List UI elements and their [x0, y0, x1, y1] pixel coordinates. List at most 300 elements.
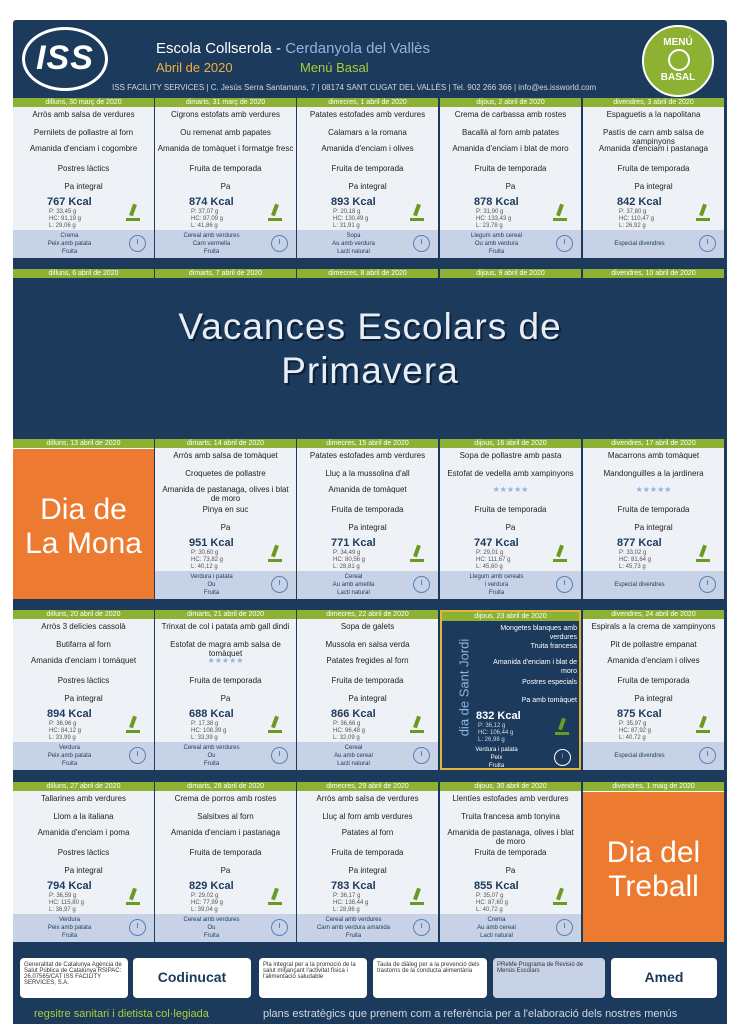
day-date: dijous, 23 abril de 2020 [442, 612, 579, 621]
vacances-line2: Primavera [281, 350, 459, 391]
dinner-line: Au amb verdura [332, 241, 375, 247]
dish-item: Amanida d'enciam i tomàquet [30, 656, 137, 665]
dish-item: Arròs amb salsa de verdures [32, 110, 135, 119]
clock-icon [554, 749, 571, 766]
day-date: dilluns, 6 abril de 2020 [13, 269, 154, 278]
dinner-line: Especial divendres [614, 241, 665, 247]
kcal-value: 894 Kcal [47, 708, 92, 720]
dish-item: Pastís de carn amb salsa de xampinyons [603, 128, 704, 146]
nutrient-l: L: 40,72 g [619, 735, 646, 741]
nutrient-l: L: 28,96 g [333, 907, 360, 913]
dinner-line: Lacti natural [337, 590, 370, 596]
dish-item: Fruita de temporada [617, 505, 690, 514]
nutrient-l: L: 33,99 g [49, 735, 76, 741]
kcal-value: 951 Kcal [189, 537, 234, 549]
dinner-line: Fruita [488, 763, 505, 769]
nutrient-l: L: 32,09 g [333, 735, 360, 741]
holiday-line2: La Mona [25, 527, 142, 560]
microscope-icon [409, 545, 425, 563]
day-date: divendres, 24 abril de 2020 [583, 610, 724, 619]
day-cell [297, 782, 438, 942]
nutrient-hc: HC: 91,19 g [49, 216, 82, 222]
day-cell [440, 439, 581, 599]
day-cell [583, 782, 724, 942]
nutrient-l: L: 40,12 g [191, 564, 218, 570]
dish-item: Pa integral [634, 182, 673, 191]
day-date: dilluns, 20 abril de 2020 [13, 610, 154, 619]
nutrient-hc: HC: 130,49 g [333, 216, 369, 222]
dish-item: Amanida d'enciam i blat de moro [493, 659, 577, 675]
dish-item: Amanida d'enciam i cogombre [29, 144, 138, 153]
dish-item: Espaguetis a la napolitana [606, 110, 701, 119]
dinner-line: Carn amb verdura amanida [316, 925, 391, 931]
kcal-value: 771 Kcal [331, 537, 376, 549]
kcal-value: 866 Kcal [331, 708, 376, 720]
dinner-line: Fruita [488, 249, 505, 255]
dinner-suggestion [440, 230, 581, 258]
day-cell [583, 439, 724, 599]
sant-jordi-label: dia de Sant Jordi [456, 638, 472, 737]
nutrient-hc: HC: 84,12 g [49, 728, 82, 734]
dinner-suggestion [583, 571, 724, 599]
day-date: dimecres, 1 abril de 2020 [297, 98, 438, 107]
clock-icon [699, 576, 716, 593]
kcal-value: 829 Kcal [189, 880, 234, 892]
nutrient-p: P: 33,02 g [619, 550, 647, 556]
dinner-suggestion [297, 571, 438, 599]
kcal-value: 783 Kcal [331, 880, 376, 892]
kcal-value: 767 Kcal [47, 196, 92, 208]
dish-item: Calamars a la romana [328, 128, 407, 137]
dish-item: Amanida d'enciam i poma [37, 828, 130, 837]
dish-item: Pernilets de pollastre al forn [33, 128, 134, 137]
dish-item: Pa [505, 182, 516, 191]
dinner-line: Au amb cereal [477, 925, 516, 931]
dinner-line: Au amb cereal [334, 753, 373, 759]
dinner-line: Verdura [58, 917, 80, 923]
seal-top-text: MENÚ [663, 37, 693, 48]
microscope-icon [552, 888, 568, 906]
kcal-value: 875 Kcal [617, 708, 662, 720]
dinner-suggestion [442, 744, 579, 770]
vacances-line1: Vacances Escolars de [178, 306, 562, 347]
dish-item: Fruita de temporada [474, 164, 547, 173]
dish-item: Mandonguilles a la jardinera [603, 469, 704, 478]
clock-icon [271, 576, 288, 593]
dish-item: Macarrons amb tomàquet [607, 451, 700, 460]
nutrient-p: P: 34,49 g [333, 550, 361, 556]
dinner-suggestion [297, 230, 438, 258]
dish-item: Truita francesa amb tonyina [461, 812, 560, 821]
nutrient-hc: HC: 81,64 g [619, 557, 652, 563]
dinner-line: Crema [60, 233, 79, 239]
dish-item: Fruita de temporada [189, 676, 262, 685]
dish-item: Pa amb tomàquet [521, 697, 577, 704]
dinner-line: Lacti natural [337, 761, 370, 767]
microscope-icon [125, 716, 141, 734]
day-cell [155, 98, 296, 258]
day-date: dilluns, 30 març de 2020 [13, 98, 154, 107]
dinner-line: Ou [207, 753, 216, 759]
nutrient-l: L: 33,39 g [191, 735, 218, 741]
dish-item: Pa [220, 523, 231, 532]
microscope-icon [409, 716, 425, 734]
nutrient-p: P: 29,02 g [191, 893, 219, 899]
dinner-suggestion [297, 914, 438, 942]
microscope-icon [125, 888, 141, 906]
nutrient-l: L: 28,81 g [333, 564, 360, 570]
dish-item: Amanida de pastanaga, olives i blat de moro [447, 828, 574, 846]
day-cell [155, 439, 296, 599]
day-date: dimecres, 15 abril de 2020 [297, 439, 438, 448]
dish-item: Amanida de tomàquet [328, 485, 407, 494]
dinner-line: Cereal amb verdures [325, 917, 382, 923]
dish-item: Amanida d'enciam i pastanaga [170, 828, 281, 837]
dinner-suggestion [297, 742, 438, 770]
dish-item: Pa integral [348, 866, 387, 875]
nutrient-p: P: 36,59 g [49, 893, 77, 899]
dish-item: Fruita de temporada [189, 848, 262, 857]
nutrient-hc: HC: 108,39 g [191, 728, 227, 734]
dinner-line: Fruita [61, 933, 78, 939]
dinner-line: Lacti natural [480, 933, 513, 939]
holiday-box [13, 449, 154, 599]
menu-basal-seal [642, 25, 714, 97]
dinner-line: Especial divendres [614, 582, 665, 588]
clock-icon [556, 576, 573, 593]
nutrient-hc: HC: 111,67 g [476, 557, 511, 563]
school-name [156, 40, 430, 57]
microscope-icon [125, 204, 141, 222]
nutrient-hc: HC: 96,48 g [333, 728, 366, 734]
nutrient-p: P: 31,90 g [476, 209, 504, 215]
clock-icon [129, 747, 146, 764]
dish-item: Pa integral [348, 694, 387, 703]
city-label: Cerdanyola del Vallès [285, 40, 431, 57]
day-cell [13, 610, 154, 770]
nutrient-hc: HC: 110,47 g [619, 216, 654, 222]
clock-icon [413, 747, 430, 764]
partner-logo [133, 958, 251, 998]
day-date: dilluns, 13 abril de 2020 [13, 439, 154, 448]
leaf-icon [668, 49, 690, 71]
clock-icon [413, 919, 430, 936]
dinner-line: Lacti natural [337, 249, 370, 255]
menu-month: Abril de 2020 [156, 60, 233, 75]
nutrient-l: L: 45,60 g [476, 564, 503, 570]
dish-item: Amanida d'enciam i blat de moro [452, 144, 569, 153]
dinner-suggestion [440, 571, 581, 599]
microscope-icon [695, 716, 711, 734]
day-date: dijous, 2 abril de 2020 [440, 98, 581, 107]
holiday-line1: Dia del [606, 836, 701, 869]
dish-item: Estofat de magra amb salsa de tomàquet [170, 640, 281, 658]
day-date: dimarts, 28 abril de 2020 [155, 782, 296, 791]
dinner-line: Fruita [61, 761, 78, 767]
day-cell [13, 98, 154, 258]
partner-logo-text: Generalitat de Catalunya Agència de Salut Pública de Catalunya RSIPAC: 26.07565/CAT ISS FACILITY SERVICES, S.A. [24, 962, 122, 986]
day-cell [297, 439, 438, 599]
nutrient-p: P: 17,38 g [191, 721, 219, 727]
day-cell [155, 610, 296, 770]
dish-item: Ou remenat amb papates [180, 128, 271, 137]
dinner-line: Peix [490, 755, 503, 761]
dish-item: Pa [220, 866, 231, 875]
kcal-value: 877 Kcal [617, 537, 662, 549]
dish-item: Espirals a la crema de xampinyons [591, 622, 716, 631]
dish-item: Pa [220, 182, 231, 191]
nutrient-p: P: 35,07 g [476, 893, 504, 899]
dish-item: Postres làctics [57, 848, 110, 857]
day-date: divendres, 3 abril de 2020 [583, 98, 724, 107]
dish-item: Patates estofades amb verdures [309, 110, 426, 119]
nutrient-hc: HC: 77,99 g [191, 900, 224, 906]
kcal-value: 855 Kcal [474, 880, 519, 892]
microscope-icon [267, 716, 283, 734]
dish-item: Patates fregides al forn [326, 656, 409, 665]
dish-item: Postres especials [522, 679, 577, 686]
day-cell [297, 610, 438, 770]
dish-item: Fruita de temporada [474, 848, 547, 857]
nutrient-p: P: 36,96 g [49, 721, 77, 727]
holiday-box [583, 792, 724, 942]
dinner-line: Verdura i patata [190, 574, 233, 580]
dish-item: Pa integral [634, 523, 673, 532]
dish-item: Postres làctics [57, 164, 110, 173]
partner-logo-text: Taula de diàleg per a la prevenció dels trastorns de la conducta alimentària [377, 962, 480, 974]
dinner-line: Cereal [344, 574, 363, 580]
dinner-suggestion [155, 914, 296, 942]
day-date: dimecres, 8 abril de 2020 [297, 269, 438, 278]
microscope-icon [267, 545, 283, 563]
dinner-line: Cereal amb verdures [183, 745, 240, 751]
dish-item: Postres làctics [57, 676, 110, 685]
day-date: divendres, 17 abril de 2020 [583, 439, 724, 448]
nutrient-p: P: 37,80 g [619, 209, 647, 215]
dish-item: Patates estofades amb verdures [309, 451, 426, 460]
dinner-line: Fruita [488, 590, 505, 596]
dish-item: Arròs amb salsa de tomàquet [173, 451, 278, 460]
day-cell [583, 98, 724, 258]
dinner-line: Cereal [344, 745, 363, 751]
kcal-value: 878 Kcal [474, 196, 519, 208]
nutrient-l: L: 45,73 g [619, 564, 646, 570]
holiday-line2: Treball [608, 870, 699, 903]
nutrient-l: L: 26,98 g [478, 737, 505, 743]
clock-icon [271, 235, 288, 252]
dish-item: Llentíes estofades amb verdures [452, 794, 569, 803]
dinner-line: Fruita [203, 249, 220, 255]
clock-icon [413, 576, 430, 593]
dish-item: Sopa de galets [340, 622, 395, 631]
dish-item: Pa [220, 694, 231, 703]
dinner-line: Cereal amb verdures [183, 917, 240, 923]
dinner-line: Peix amb patata [47, 241, 92, 247]
clock-icon [699, 235, 716, 252]
kcal-value: 688 Kcal [189, 708, 234, 720]
dinner-line: Ou amb verdura [474, 241, 519, 247]
microscope-icon [695, 204, 711, 222]
day-cell [583, 610, 724, 770]
dish-item: Fruita de temporada [189, 164, 262, 173]
day-date: dijous, 16 abril de 2020 [440, 439, 581, 448]
dinner-line: i verdura [484, 582, 509, 588]
nutrient-p: P: 20,18 g [333, 209, 361, 215]
clock-icon [556, 235, 573, 252]
nutrient-p: P: 37,07 g [191, 209, 219, 215]
partner-logo-text: Codinucat [157, 969, 227, 985]
partner-logo-text: Pla integral per a la promoció de la salut mitjançant l'activitat física i l'alimentació saludable [263, 962, 356, 980]
dish-item: Fruita de temporada [331, 848, 404, 857]
nutrient-hc: HC: 115,80 g [49, 900, 84, 906]
dish-item: Pa integral [64, 182, 103, 191]
partner-logo [493, 958, 605, 998]
nutrient-l: L: 41,86 g [191, 223, 218, 229]
nutrient-p: P: 36,66 g [333, 721, 361, 727]
dish-item: Lluç a la mussolina d'all [325, 469, 410, 478]
kcal-value: 794 Kcal [47, 880, 92, 892]
day-date: divendres, 1 maig de 2020 [583, 782, 724, 791]
day-cell [297, 98, 438, 258]
nutrient-p: P: 35,97 g [619, 721, 647, 727]
day-date: divendres, 10 abril de 2020 [583, 269, 724, 278]
dish-item: Fruita de temporada [331, 505, 404, 514]
footer-right-text: plans estratègics que prenem com a referència per a l'elaboració dels nostres menús [263, 1008, 678, 1020]
dinner-line: Peix amb patata [47, 753, 92, 759]
nutrient-p: P: 33,45 g [49, 209, 77, 215]
partner-logo [611, 958, 717, 998]
dinner-suggestion [440, 914, 581, 942]
dish-item: Pa integral [348, 523, 387, 532]
dinner-line: Crema [487, 917, 506, 923]
clock-icon [413, 235, 430, 252]
nutrient-l: L: 36,97 g [49, 907, 76, 913]
dinner-line: Sopa [346, 233, 361, 239]
dish-item: ★★★★★ [207, 656, 244, 665]
dinner-suggestion [13, 742, 154, 770]
kcal-value: 842 Kcal [617, 196, 662, 208]
dish-item: ★★★★★ [635, 485, 672, 494]
nutrient-l: L: 39,04 g [191, 907, 218, 913]
day-date: dijous, 30 abril de 2020 [440, 782, 581, 791]
dish-item: Crema de porros amb rostes [174, 794, 277, 803]
dish-item: Croquetes de pollastre [185, 469, 266, 478]
day-date: dilluns, 27 abril de 2020 [13, 782, 154, 791]
dinner-line: Cereal amb verdures [183, 233, 240, 239]
dinner-line: Fruita [203, 590, 220, 596]
microscope-icon [552, 204, 568, 222]
day-cell [155, 782, 296, 942]
day-cell [440, 98, 581, 258]
day-cell [440, 610, 581, 770]
dinner-line: Carn vermella [192, 241, 231, 247]
dish-item: Lluç al forn amb verdures [322, 812, 413, 821]
dish-item: Patates al forn [341, 828, 394, 837]
holiday-line1: Dia de [40, 493, 127, 526]
microscope-icon [267, 888, 283, 906]
dish-item: Fruita de temporada [474, 505, 547, 514]
microscope-icon [695, 545, 711, 563]
dish-item: ★★★★★ [492, 485, 529, 494]
dish-item: Amanida d'enciam i pastanaga [598, 144, 709, 153]
dish-item: Llom a la italiana [53, 812, 114, 821]
day-cell [440, 782, 581, 942]
nutrient-p: P: 36,17 g [333, 893, 361, 899]
dinner-suggestion [155, 571, 296, 599]
dinner-line: Fruita [345, 933, 362, 939]
dish-item: Estofat de vedella amb xampinyons [447, 469, 574, 478]
day-date: dimecres, 22 abril de 2020 [297, 610, 438, 619]
microscope-icon [552, 545, 568, 563]
menu-type: Menú Basal [300, 60, 369, 75]
dish-item: Crema de carbassa amb rostes [454, 110, 567, 119]
dinner-line: Fruita [203, 761, 220, 767]
kcal-value: 874 Kcal [189, 196, 234, 208]
dinner-suggestion [13, 914, 154, 942]
nutrient-p: P: 30,60 g [191, 550, 219, 556]
microscope-icon [267, 204, 283, 222]
kcal-value: 747 Kcal [474, 537, 519, 549]
clock-icon [129, 235, 146, 252]
partner-logo [373, 958, 487, 998]
dinner-suggestion [13, 230, 154, 258]
dinner-line: Especial divendres [614, 753, 665, 759]
nutrient-hc: HC: 106,44 g [478, 730, 514, 736]
dinner-line: Au amb ametlla [332, 582, 375, 588]
dish-item: Truita francesa [530, 643, 577, 650]
day-cell [13, 439, 154, 599]
microscope-icon [554, 718, 570, 736]
dinner-line: Verdura i patata [475, 747, 518, 753]
dinner-line: Fruita [203, 933, 220, 939]
day-date: dijous, 9 abril de 2020 [440, 269, 581, 278]
day-date: dimecres, 29 abril de 2020 [297, 782, 438, 791]
day-date: dimarts, 31 març de 2020 [155, 98, 296, 107]
dish-item: Fruita de temporada [617, 676, 690, 685]
clock-icon [271, 919, 288, 936]
clock-icon [271, 747, 288, 764]
dish-item: Pa integral [634, 694, 673, 703]
seal-bottom-text: BASAL [660, 72, 696, 83]
dish-item: Arròs 3 delícies cassolà [41, 622, 126, 631]
kcal-value: 893 Kcal [331, 196, 376, 208]
nutrient-l: L: 29,06 g [49, 223, 76, 229]
nutrient-hc: HC: 73,82 g [191, 557, 224, 563]
nutrient-hc: HC: 138,44 g [333, 900, 369, 906]
dish-item: Fruita de temporada [331, 164, 404, 173]
partner-logo-text: PReMe Programa de Revisió de Menús Escolars [497, 962, 584, 974]
partner-logo-text: Amed [644, 969, 684, 985]
dish-item: Pinya en suc [202, 505, 249, 514]
dish-item: Arròs amb salsa de verdures [316, 794, 419, 803]
dinner-line: Fruita [61, 249, 78, 255]
company-address: ISS FACILITY SERVICES | C. Jesús Serra Santamans, 7 | 08174 SANT CUGAT DEL VALLÈS | Tel. 902 266 366 | info@es.issworld.com [112, 83, 597, 92]
dish-item: Pa integral [64, 866, 103, 875]
dinner-line: Peix amb patata [47, 925, 92, 931]
dinner-line: Ou [207, 582, 216, 588]
day-cell [13, 782, 154, 942]
dish-item: Sopa de pollastre amb pasta [459, 451, 562, 460]
dish-item: Pit de pollastre empanat [610, 640, 697, 649]
day-date: dimarts, 21 abril de 2020 [155, 610, 296, 619]
dinner-line: Llegum amb cereal [470, 233, 523, 239]
nutrient-l: L: 23,78 g [476, 223, 503, 229]
dish-item: Mussola en salsa verda [325, 640, 410, 649]
nutrient-l: L: 26,92 g [619, 223, 646, 229]
dinner-suggestion [583, 230, 724, 258]
dish-item: Cigrons estofats amb verdures [171, 110, 280, 119]
nutrient-hc: HC: 87,92 g [619, 728, 652, 734]
